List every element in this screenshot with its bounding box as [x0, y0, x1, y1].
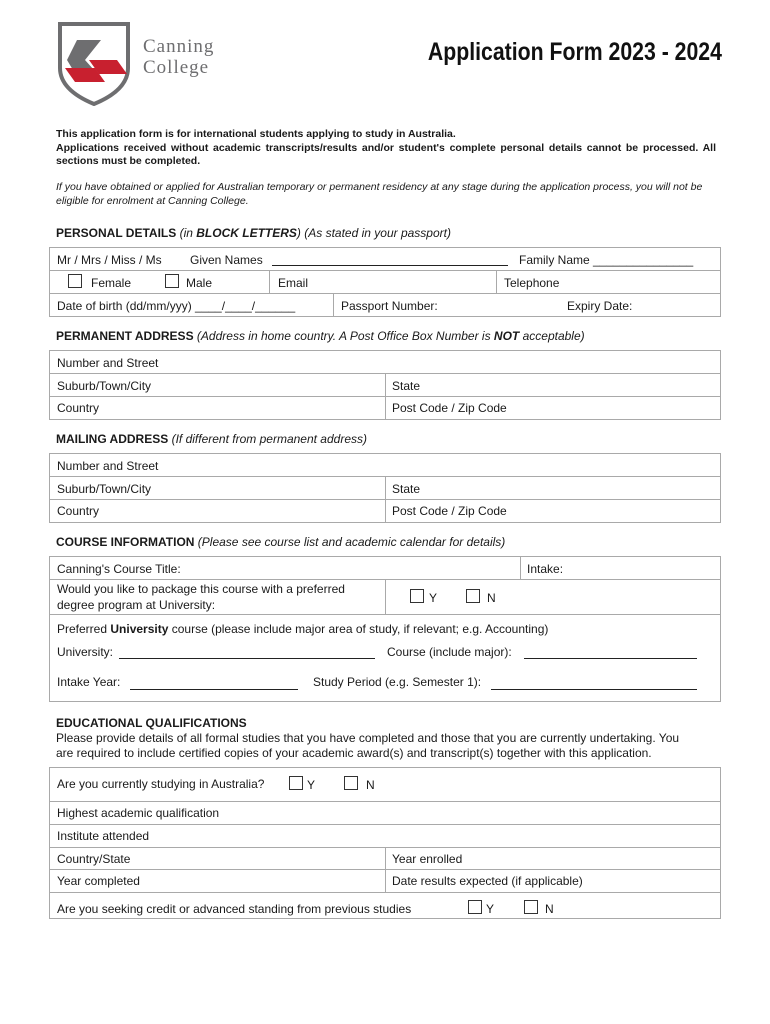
- permanent-address-heading: [56, 329, 585, 343]
- given-names-label: Given Names: [190, 253, 263, 267]
- credit-no-label: N: [545, 902, 554, 916]
- perm-state-label[interactable]: State: [392, 379, 421, 393]
- passport-label[interactable]: Passport Number:: [341, 299, 438, 313]
- intro-line1: This application form is for international students applying to study in Australia.: [56, 128, 456, 140]
- package-no-checkbox[interactable]: [466, 589, 480, 603]
- heading-text: EDUCATIONAL QUALIFICATIONS: [56, 716, 247, 730]
- row-divider: [49, 293, 720, 294]
- course-major-field[interactable]: [524, 658, 697, 659]
- package-question-line1: Would you like to package this course with a preferred: [57, 582, 345, 596]
- heading-sub-open: (in: [179, 226, 197, 240]
- studying-question: Are you currently studying in Australia?: [57, 777, 265, 791]
- female-label: Female: [91, 276, 132, 290]
- cell-divider: [385, 374, 386, 419]
- education-desc-line1: Please provide details of all formal studies that you have completed and those that you are currently undertaking. You: [56, 731, 680, 745]
- row-divider: [49, 892, 720, 893]
- family-name-label[interactable]: Family Name _______________: [519, 253, 694, 267]
- intro-line2: Applications received without academic transcripts/results and/or student's complete personal details cannot be processed. All sections must be completed.: [56, 141, 716, 167]
- package-yes-label: Y: [429, 591, 438, 605]
- package-no-label: N: [487, 591, 496, 605]
- intake-year-field[interactable]: [130, 689, 298, 690]
- heading-sub: (If different from permanent address): [171, 432, 367, 446]
- heading-sub-b: NOT: [493, 329, 520, 343]
- country-state-label[interactable]: Country/State: [57, 852, 131, 866]
- male-label: Male: [186, 276, 213, 290]
- study-period-label: Study Period (e.g. Semester 1):: [313, 675, 482, 689]
- logo-name-line2: College: [143, 57, 210, 78]
- studying-yes-label: Y: [307, 778, 316, 792]
- expiry-label[interactable]: Expiry Date:: [567, 299, 633, 313]
- institute-label[interactable]: Institute attended: [57, 829, 150, 843]
- university-label: University:: [57, 645, 114, 659]
- course-major-label: Course (include major):: [387, 645, 512, 659]
- residency-notice: If you have obtained or applied for Australian temporary or permanent residency at any stage during the application process, you will not be eligible for enrolment at Canning College.: [56, 181, 703, 207]
- shield-logo-icon: [55, 20, 133, 106]
- perm-street-label[interactable]: Number and Street: [57, 356, 159, 370]
- heading-sub-c: acceptable): [519, 329, 585, 343]
- heading-sub-bold: BLOCK LETTERS: [196, 226, 297, 240]
- given-names-field[interactable]: [272, 265, 508, 266]
- mail-country-label[interactable]: Country: [57, 504, 100, 518]
- perm-suburb-label[interactable]: Suburb/Town/City: [57, 379, 152, 393]
- year-enrolled-label[interactable]: Year enrolled: [392, 852, 463, 866]
- heading-sub-close: ) (As stated in your passport): [296, 226, 451, 240]
- package-yes-checkbox[interactable]: [410, 589, 424, 603]
- row-divider: [49, 824, 720, 825]
- education-heading: [56, 716, 247, 730]
- heading-text: PERMANENT ADDRESS: [56, 329, 194, 343]
- credit-no-checkbox[interactable]: [524, 900, 538, 914]
- heading-sub-a: (Address in home country. A Post Office Box Number is: [196, 329, 494, 343]
- logo-name-line1: Canning: [143, 36, 215, 57]
- cell-divider: [385, 477, 386, 522]
- pref-b: University: [110, 622, 169, 636]
- package-question-line2: degree program at University:: [57, 598, 216, 612]
- year-completed-label[interactable]: Year completed: [57, 874, 140, 888]
- cell-divider: [385, 580, 386, 614]
- mail-state-label[interactable]: State: [392, 482, 421, 496]
- credit-yes-checkbox[interactable]: [468, 900, 482, 914]
- highest-qualification-label[interactable]: Highest academic qualification: [57, 806, 220, 820]
- course-title-label[interactable]: Canning's Course Title:: [57, 562, 181, 576]
- preferred-course-note: [57, 622, 548, 636]
- email-label[interactable]: Email: [278, 276, 309, 290]
- row-divider: [49, 801, 720, 802]
- heading-text: PERSONAL DETAILS: [56, 226, 177, 240]
- cell-divider: [385, 848, 386, 892]
- cell-divider: [520, 557, 521, 579]
- mail-postcode-label[interactable]: Post Code / Zip Code: [392, 504, 507, 518]
- perm-postcode-label[interactable]: Post Code / Zip Code: [392, 401, 507, 415]
- female-checkbox[interactable]: [68, 274, 82, 288]
- row-divider: [49, 270, 720, 271]
- heading-sub: (Please see course list and academic calendar for details): [197, 535, 506, 549]
- university-field[interactable]: [119, 658, 375, 659]
- studying-no-label: N: [366, 778, 375, 792]
- course-info-heading: [56, 535, 505, 549]
- telephone-label[interactable]: Telephone: [504, 276, 560, 290]
- heading-text: MAILING ADDRESS: [56, 432, 169, 446]
- cell-divider: [496, 271, 497, 293]
- intro-block: [56, 128, 716, 169]
- mail-suburb-label[interactable]: Suburb/Town/City: [57, 482, 152, 496]
- education-desc-line2: are required to include certified copies of your academic award(s) and transcript(s) together with this application.: [56, 746, 652, 760]
- personal-details-heading: [56, 226, 451, 240]
- form-title: Application Form 2023 - 2024: [427, 38, 722, 66]
- credit-yes-label: Y: [486, 902, 495, 916]
- row-divider: [49, 614, 720, 615]
- mailing-address-heading: [56, 432, 367, 446]
- study-period-field[interactable]: [491, 689, 697, 690]
- credit-question: Are you seeking credit or advanced standing from previous studies: [57, 902, 412, 916]
- mail-street-label[interactable]: Number and Street: [57, 459, 159, 473]
- title-label: Mr / Mrs / Miss / Ms: [57, 253, 162, 267]
- cell-divider: [269, 271, 270, 293]
- intake-label[interactable]: Intake:: [527, 562, 564, 576]
- male-checkbox[interactable]: [165, 274, 179, 288]
- perm-country-label[interactable]: Country: [57, 401, 100, 415]
- cell-divider: [333, 294, 334, 316]
- date-results-label[interactable]: Date results expected (if applicable): [392, 874, 583, 888]
- heading-text: COURSE INFORMATION: [56, 535, 195, 549]
- dob-label[interactable]: Date of birth (dd/mm/yyy) ____/____/______: [57, 299, 296, 313]
- pref-c: course (please include major area of study, if relevant; e.g. Accounting): [168, 622, 549, 636]
- intake-year-label: Intake Year:: [57, 675, 121, 689]
- college-logo: [55, 20, 240, 106]
- pref-a: Preferred: [57, 622, 111, 636]
- studying-no-checkbox[interactable]: [344, 776, 358, 790]
- studying-yes-checkbox[interactable]: [289, 776, 303, 790]
